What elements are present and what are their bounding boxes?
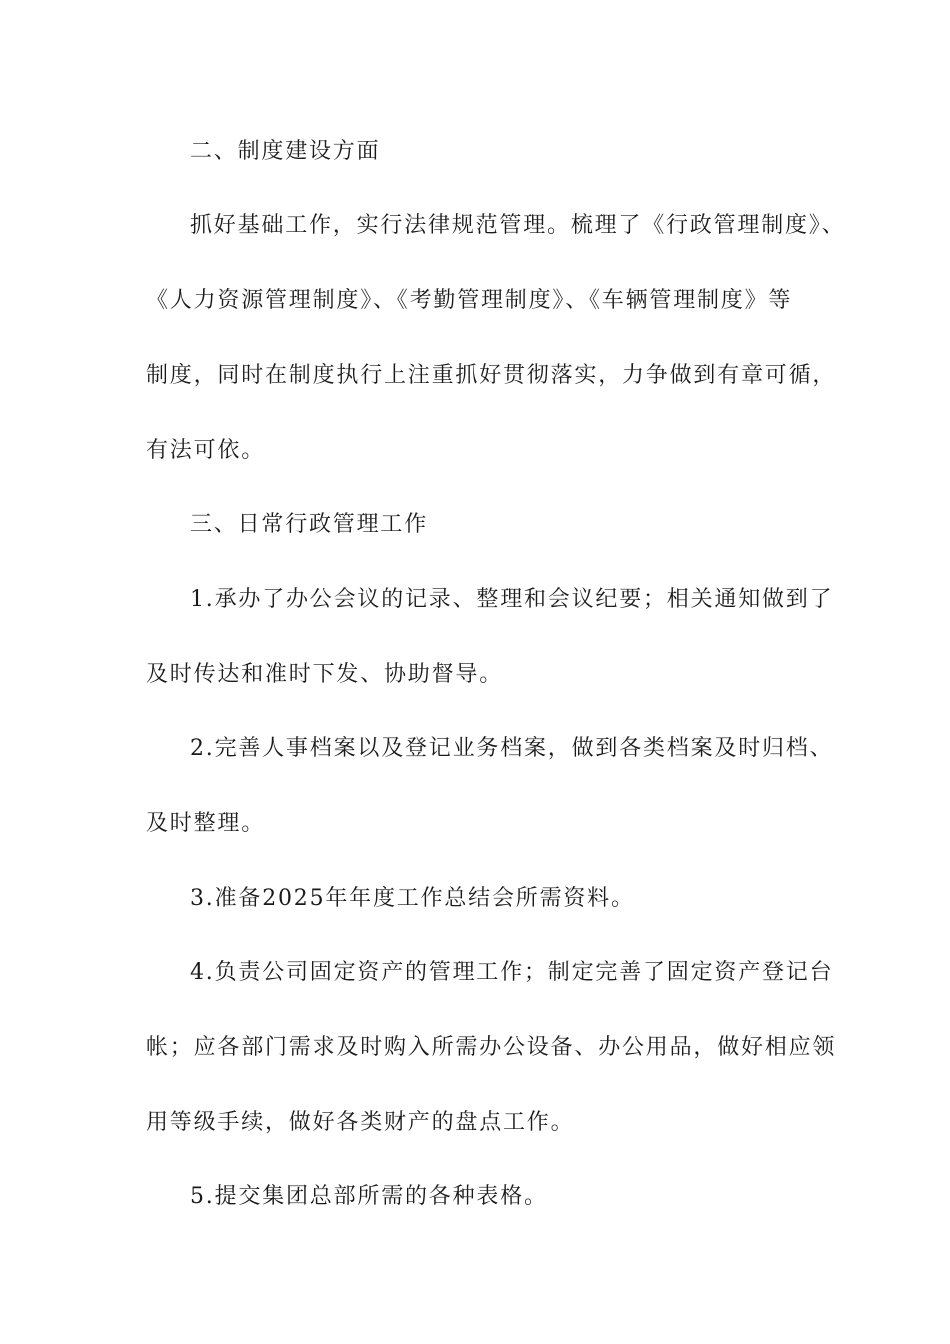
- list-item-4-line: 用等级手续，做好各类财产的盘点工作。: [146, 1110, 575, 1135]
- paragraph-line: 有法可依。: [146, 438, 266, 463]
- list-item-2-line: 及时整理。: [146, 811, 266, 836]
- list-item-3-line: 3.准备2025年年度工作总结会所需资料。: [190, 886, 635, 911]
- list-item-2-line: 2.完善人事档案以及登记业务档案，做到各类档案及时归档、: [190, 736, 834, 761]
- paragraph-line: 抓好基础工作，实行法律规范管理。梳理了《行政管理制度》、: [190, 213, 846, 238]
- paragraph-line: 制度，同时在制度执行上注重抓好贯彻落实，力争做到有章可循，: [146, 363, 837, 388]
- list-item-5-line: 5.提交集团总部所需的各种表格。: [190, 1184, 548, 1209]
- list-item-4-line: 帐；应各部门需求及时购入所需办公设备、办公用品，做好相应领: [146, 1035, 837, 1060]
- list-item-1-line: 及时传达和准时下发、协助督导。: [146, 662, 504, 687]
- section-heading-system-building: 二、制度建设方面: [190, 139, 381, 164]
- section-heading-daily-admin: 三、日常行政管理工作: [190, 512, 429, 537]
- paragraph-line: 《人力资源管理制度》、《考勤管理制度》、《车辆管理制度》等: [146, 288, 793, 313]
- list-item-1-line: 1.承办了办公会议的记录、整理和会议纪要；相关通知做到了: [190, 587, 834, 612]
- list-item-4-line: 4.负责公司固定资产的管理工作；制定完善了固定资产登记台: [190, 960, 834, 985]
